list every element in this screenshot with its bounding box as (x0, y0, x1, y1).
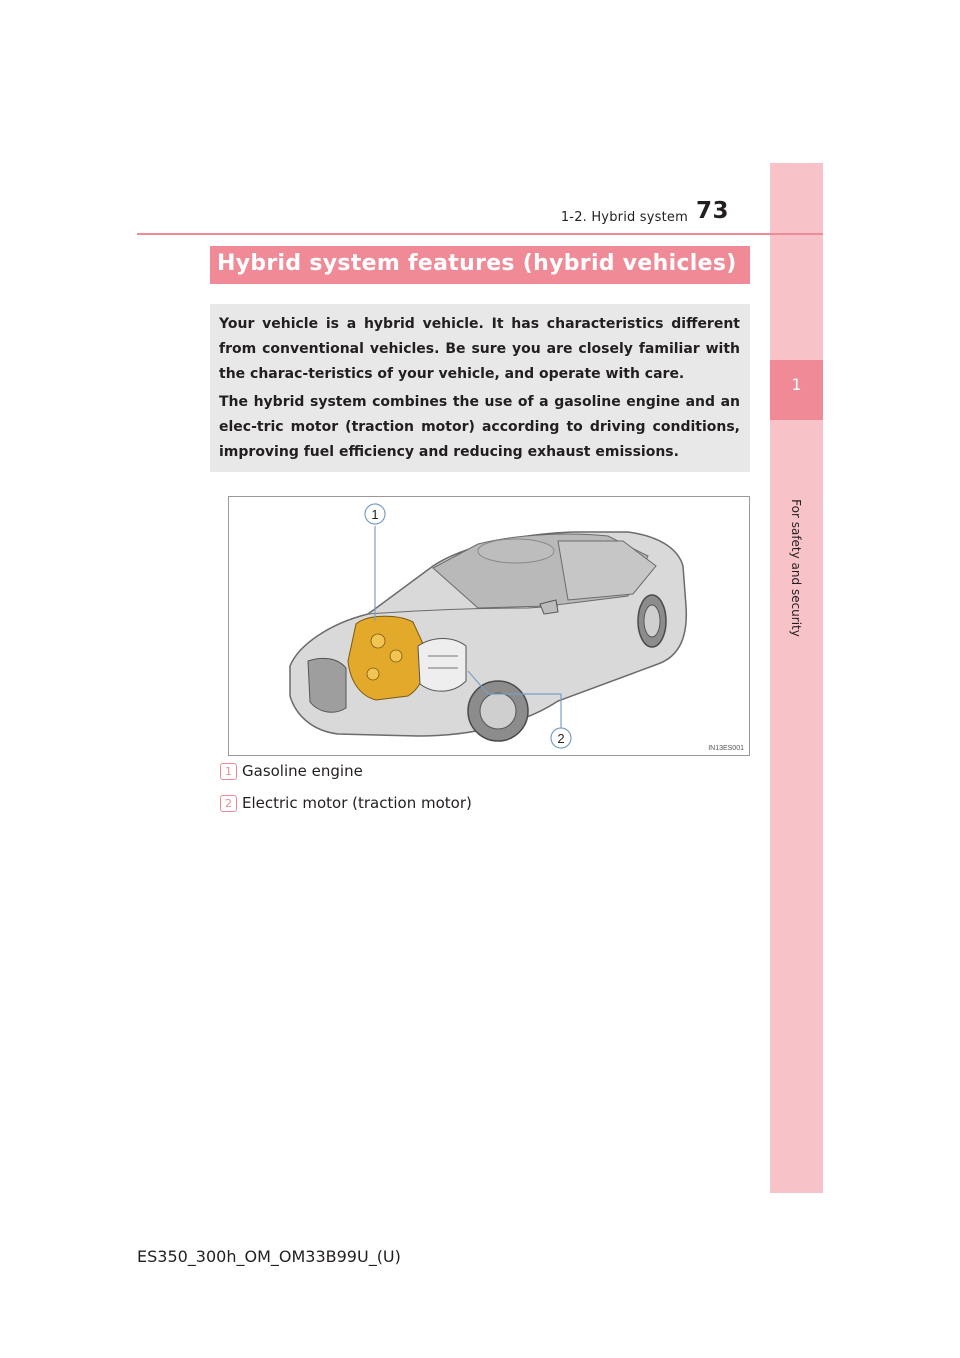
grille-icon (308, 658, 346, 712)
section-title: Hybrid system features (hybrid vehicles) (217, 251, 737, 276)
sunroof-icon (478, 539, 554, 563)
footer-document-code: ES350_300h_OM_OM33B99U_(U) (137, 1247, 401, 1266)
gasoline-engine-icon (348, 616, 425, 700)
intro-paragraph: The hybrid system combines the use of a gasoline engine and an elec-tric motor (traction motor) according to driving conditions, improving fuel efficiency and reducing exhaust emissions. (219, 394, 740, 460)
chapter-tab (770, 163, 823, 1193)
intro-paragraph: Your vehicle is a hybrid vehicle. It has characteristics different from conventional vehicles. Be sure you are closely familiar with the charac-teristics of your vehicle, and operate with care. (219, 316, 740, 382)
header-rule (137, 233, 823, 235)
legend-label-gasoline-engine: Gasoline engine (242, 762, 363, 780)
chapter-number: 1 (791, 375, 802, 394)
legend-label-electric-motor: Electric motor (traction motor) (242, 794, 472, 812)
callout-1-label: 1 (371, 507, 379, 522)
callout-2-label: 2 (557, 731, 565, 746)
legend-number-badge: 1 (220, 763, 237, 780)
electric-motor-icon (418, 639, 466, 692)
page-number: 73 (696, 198, 730, 224)
chapter-label: For safety and security (789, 499, 803, 637)
image-code: IN13ES001 (708, 745, 744, 752)
legend-number-badge: 2 (220, 795, 237, 812)
header-section-title: 1-2. Hybrid system (560, 210, 688, 225)
hybrid-car-illustration (228, 496, 750, 756)
